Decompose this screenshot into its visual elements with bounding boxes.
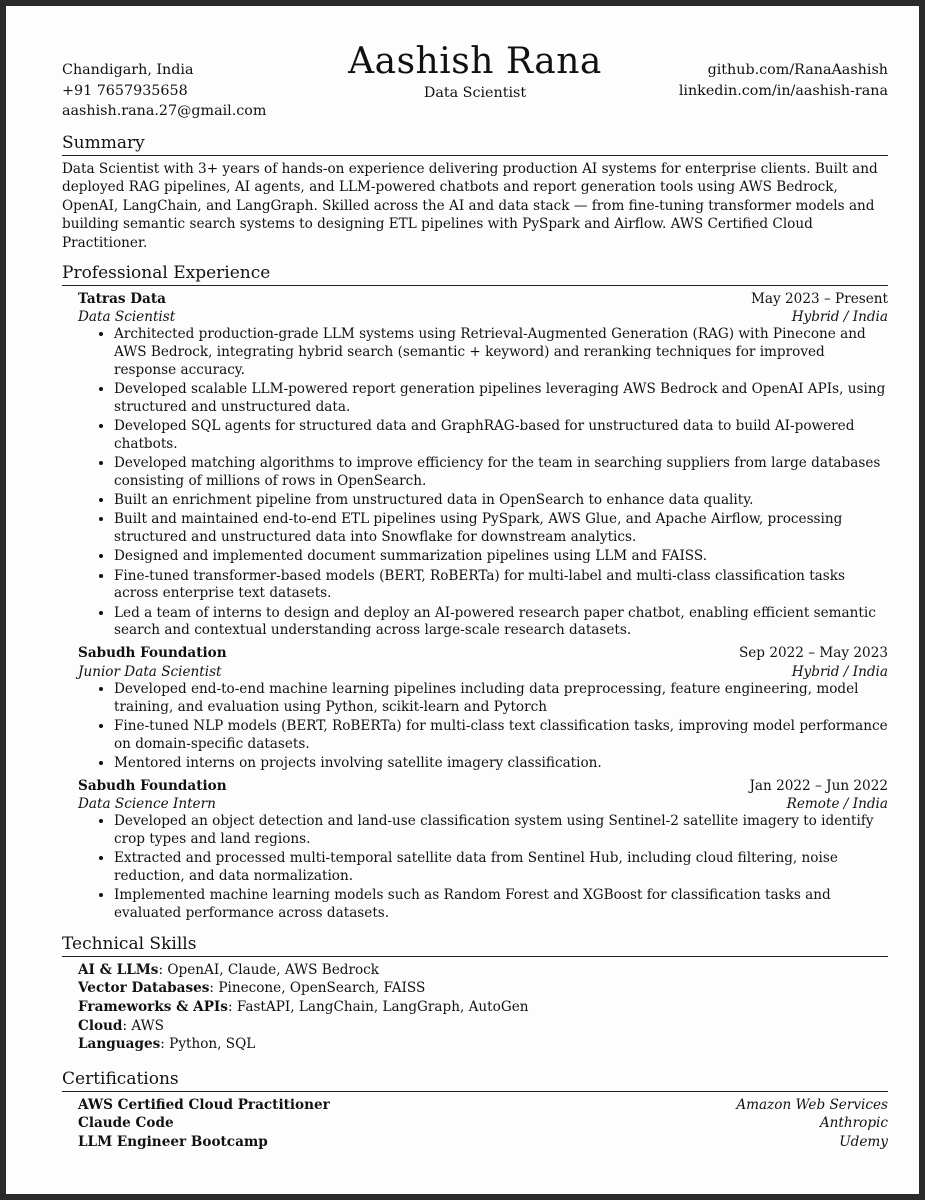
bullet-item: • Built and maintained end-to-end ETL pipelines using PySpark, AWS Glue, and Apache Airflow, processing structured and unstructured data into Snowflake for downstream analytics. <box>114 511 888 547</box>
job-role: Data Science Intern <box>78 795 216 812</box>
skill-colon: : <box>122 1017 132 1034</box>
skill-label: AI & LLMs <box>78 961 159 978</box>
bullet-item: • Developed scalable LLM-powered report generation pipelines leveraging AWS Bedrock and OpenAI APIs, using structured and unstructured data. <box>114 381 888 417</box>
bullet-item: • Developed matching algorithms to improve efficiency for the team in searching suppliers from large databases consisting of millions of rows in OpenSearch. <box>114 455 888 491</box>
skill-row <box>78 961 888 980</box>
job-bullets <box>78 681 888 773</box>
skills-heading: Technical Skills <box>62 933 888 957</box>
skill-value: OpenAI, Claude, AWS Bedrock <box>167 961 379 978</box>
company-name: Sabudh Foundation <box>78 645 227 662</box>
email-link[interactable]: aashish.rana.27@gmail.com <box>62 103 267 119</box>
skill-colon: : <box>158 961 168 978</box>
job-bullets <box>78 326 888 640</box>
cert-issuer: Anthropic <box>819 1115 888 1132</box>
contact-right <box>679 60 888 101</box>
bullet-item: • Designed and implemented document summarization pipelines using LLM and FAISS. <box>114 548 888 566</box>
bullet-item: • Implemented machine learning models such as Random Forest and XGBoost for classification tasks and evaluated performance across datasets. <box>114 887 888 923</box>
summary-text: Data Scientist with 3+ years of hands-on experience delivering production AI systems for enterprise clients. Built and deployed RAG pipelines, AI agents, and LLM-powered chatbots and report generation tools using AWS Bedrock, OpenAI, LangChain, and LangGraph. Skilled across the AI and data stack — from fine-tuning transformer models and building semantic search systems to designing ETL pipelines with PySpark and Airflow. AWS Certified Cloud Practitioner. <box>62 161 878 251</box>
skill-value: Python, SQL <box>169 1036 256 1053</box>
skill-row <box>78 998 888 1017</box>
bullet-item: • Led a team of interns to design and deploy an AI-powered research paper chatbot, enabling efficient semantic search and contextual understanding across large-scale research datasets. <box>114 605 888 641</box>
bullet-item: • Fine-tuned NLP models (BERT, RoBERTa) for multi-class text classification tasks, improving model performance on domain-specific datasets. <box>114 718 888 754</box>
skill-row <box>78 1035 888 1054</box>
cert-row <box>62 1096 888 1115</box>
skill-colon: : <box>209 980 219 997</box>
person-name: Aashish Rana <box>348 41 602 82</box>
cert-issuer: Amazon Web Services <box>736 1096 888 1113</box>
job-role-row <box>78 795 888 813</box>
skills-section <box>62 933 888 1054</box>
company-name: Sabudh Foundation <box>78 777 227 794</box>
skill-colon: : <box>227 999 237 1016</box>
certifications-section <box>62 1068 888 1152</box>
resume-header <box>62 40 888 126</box>
experience-heading: Professional Experience <box>62 262 888 286</box>
skill-row <box>78 979 888 998</box>
skill-colon: : <box>160 1036 170 1053</box>
linkedin-link[interactable]: linkedin.com/in/aashish-rana <box>678 82 888 99</box>
skill-value: AWS <box>131 1017 164 1034</box>
experience-section <box>62 262 888 923</box>
bullet-item: • Fine-tuned transformer-based models (BERT, RoBERTa) for multi-label and multi-class classification tasks across enterprise text datasets. <box>114 568 888 604</box>
certifications-list <box>62 1096 888 1152</box>
job-dates: Sep 2022 – May 2023 <box>738 645 888 662</box>
bullet-item: • Built an enrichment pipeline from unstructured data in OpenSearch to enhance data quality. <box>114 492 888 510</box>
bullet-item: • Developed end-to-end machine learning pipelines including data preprocessing, feature engineering, model training, and evaluation using Python, scikit-learn and Pytorch <box>114 681 888 717</box>
job-location: Hybrid / India <box>791 663 888 680</box>
cert-name: LLM Engineer Bootcamp <box>78 1134 268 1151</box>
skill-value: Pinecone, OpenSearch, FAISS <box>218 980 426 997</box>
job-entry <box>62 777 888 923</box>
cert-name: Claude Code <box>78 1115 174 1132</box>
bullet-item: • Developed an object detection and land-use classification system using Sentinel-2 satellite imagery to identify crop types and land regions. <box>114 813 888 849</box>
cert-row <box>62 1133 888 1152</box>
job-role-row <box>78 663 888 681</box>
job-header-row <box>78 644 888 662</box>
cert-name: AWS Certified Cloud Practitioner <box>78 1096 330 1113</box>
skill-label: Frameworks & APIs <box>78 999 228 1016</box>
skills-list <box>62 961 888 1054</box>
skill-row <box>78 1017 888 1036</box>
job-bullets <box>78 813 888 923</box>
summary-section <box>62 132 888 252</box>
person-title: Data Scientist <box>423 85 527 101</box>
job-entry <box>62 644 888 772</box>
job-header-row <box>78 290 888 308</box>
job-location: Hybrid / India <box>791 309 888 326</box>
github-link[interactable]: github.com/RanaAashish <box>707 62 888 78</box>
skill-value: FastAPI, LangChain, LangGraph, AutoGen <box>236 999 529 1016</box>
bullet-item: • Architected production-grade LLM systems using Retrieval-Augmented Generation (RAG) with Pinecone and AWS Bedrock, integrating hybrid search (semantic + keyword) and reranking techniques for improved response accuracy. <box>114 326 888 380</box>
job-location: Remote / India <box>786 795 888 812</box>
job-role-row <box>78 308 888 326</box>
job-role: Data Scientist <box>78 309 176 326</box>
job-dates: Jan 2022 – Jun 2022 <box>749 777 888 794</box>
skill-label: Cloud <box>78 1017 123 1034</box>
job-dates: May 2023 – Present <box>751 291 888 308</box>
bullet-item: • Developed SQL agents for structured data and GraphRAG-based for unstructured data to build AI-powered chatbots. <box>114 418 888 454</box>
company-name: Tatras Data <box>78 291 166 308</box>
bullet-item: • Mentored interns on projects involving satellite imagery classification. <box>114 755 888 773</box>
summary-heading: Summary <box>62 132 888 156</box>
cert-row <box>62 1114 888 1133</box>
jobs-list <box>62 290 888 923</box>
location: Chandigarh, India <box>62 62 194 78</box>
phone: +91 7657935658 <box>62 82 188 99</box>
resume-content <box>62 40 888 1152</box>
job-entry <box>62 290 888 640</box>
skill-label: Vector Databases <box>78 980 210 997</box>
cert-issuer: Udemy <box>839 1134 888 1151</box>
certifications-heading: Certifications <box>62 1068 888 1092</box>
job-header-row <box>78 777 888 795</box>
skill-label: Languages <box>78 1036 161 1053</box>
job-role: Junior Data Scientist <box>78 663 222 680</box>
bullet-item: • Extracted and processed multi-temporal satellite data from Sentinel Hub, including cloud filtering, noise reduction, and data normalization. <box>114 850 888 886</box>
